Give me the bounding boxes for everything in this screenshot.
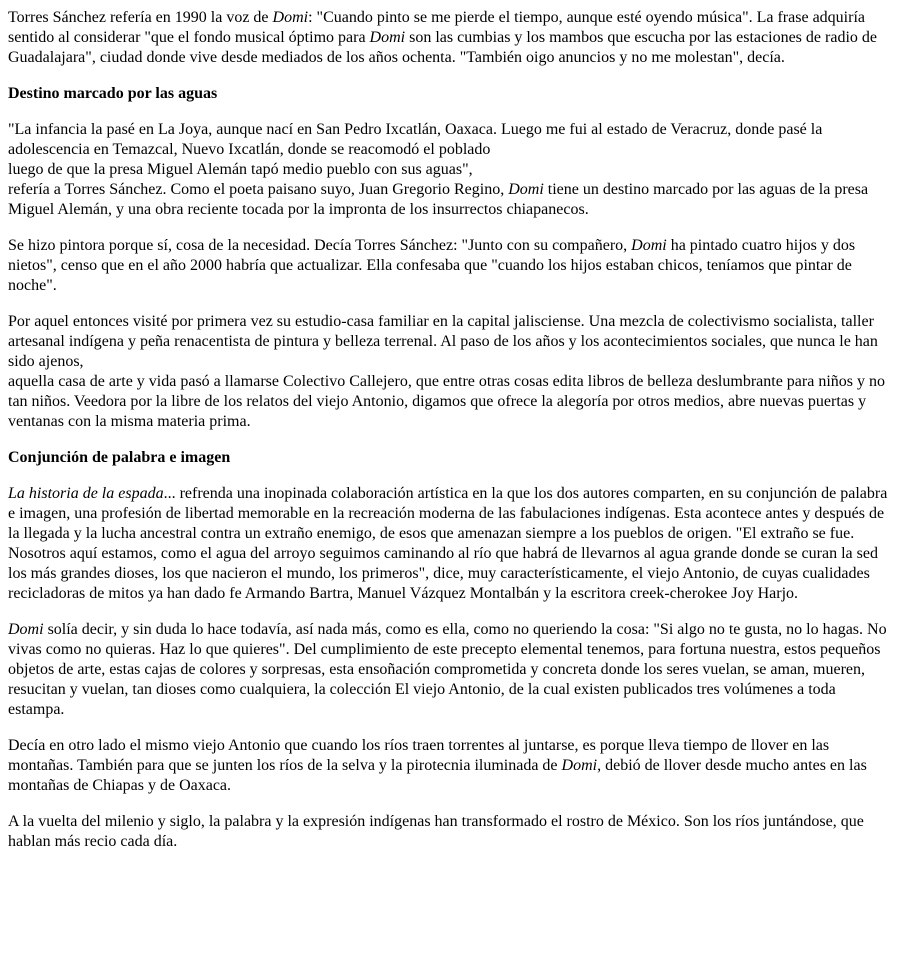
text-run: A la vuelta del milenio y siglo, la palabra y la expresión indígenas han transformado el rostro de México. Son los ríos juntándose, que hablan más recio cada día. (8, 813, 864, 850)
paragraph (8, 120, 892, 220)
text-run: Decía en otro lado el mismo viejo Antonio que cuando los ríos traen torrentes al juntarse, es porque lleva tiempo de llover en las montañas. También para que se junten los ríos de la selva y la pirotecnia iluminada de (8, 737, 830, 774)
section-heading (8, 84, 892, 104)
italic-run: Domi (8, 621, 44, 638)
section-heading (8, 448, 892, 468)
paragraph (8, 312, 892, 432)
text-run: Se hizo pintora porque sí, cosa de la necesidad. Decía Torres Sánchez: "Junto con su compañero, (8, 237, 632, 254)
italic-run: La historia de la espada (8, 485, 164, 502)
italic-run: Domi (272, 9, 309, 26)
paragraph (8, 236, 892, 296)
italic-run: Domi (369, 29, 406, 46)
paragraph (8, 484, 892, 604)
text-run: tiene un destino marcado por las aguas de la presa Miguel Alemán, y una obra reciente tocada por la impronta de los insurrectos chiapanecos. (8, 181, 869, 218)
text-run: Destino marcado por las aguas (8, 85, 218, 102)
text-run: Conjunción de palabra e imagen (8, 449, 231, 466)
text-run: "La infancia la pasé en La Joya, aunque nací en San Pedro Ixcatlán, Oaxaca. Luego me fui al estado de Veracruz, donde pasé la adolescencia en Temazcal, Nuevo Ixcatlán, donde se reacomodó el poblado (8, 121, 823, 158)
text-run: Torres Sánchez refería en 1990 la voz de (8, 9, 273, 26)
paragraph (8, 736, 892, 796)
text-run: , debió de llover desde mucho antes en las montañas de Chiapas y de Oaxaca. (8, 757, 867, 794)
text-run: luego de que la presa Miguel Alemán tapó medio pueblo con sus aguas", (8, 161, 473, 178)
text-run: solía decir, y sin duda lo hace todavía, así nada más, como es ella, como no queriendo la cosa: "Si algo no te gusta, no lo hagas. No vivas como no quieras. Haz lo que quieres". Del cumplimiento de este precepto elemental tenemos, para fortuna nuestra, estos pequeños objetos de arte, estas cajas de colores y sorpresas, esta ensoñación comprometida y concreta donde los seres vuelan, se aman, mueren, resucitan y vuelan, tan dioses como cualquiera, la colección El viejo Antonio, de la cual existen publicados tres volúmenes a toda estampa. (8, 621, 887, 718)
text-run: Por aquel entonces visité por primera vez su estudio-casa familiar en la capital jalisciense. Una mezcla de colectivismo socialista, taller artesanal indígena y peña renacentista de pintura y belleza terrenal. Al paso de los años y los acontecimientos sociales, que nunca le han sido ajenos, (8, 313, 878, 370)
italic-run: Domi (508, 181, 544, 198)
italic-run: Domi (631, 237, 667, 254)
text-run: ... refrenda una inopinada colaboración artística en la que los dos autores comparten, en su conjunción de palabra e imagen, una profesión de libertad memorable en la recreación moderna de las fabulaciones indígenas. Esta acontece antes y después de la llegada y la lucha ancestral contra un extraño enemigo, de esos que amenazan siempre a los pueblos de origen. "El extraño se fue. Nosotros aquí estamos, como el agua del arroyo seguimos caminando al río que habrá de llevarnos al agua grande donde se curan la sed los más grandes dioses, los que nacieron el mundo, los primeros", dice, muy característicamente, el viejo Antonio, de cuyas cualidades recicladoras de mitos ya han dado fe Armando Bartra, Manuel Vázquez Montalbán y la escritora creek-cherokee Joy Harjo. (8, 485, 888, 602)
text-run: refería a Torres Sánchez. Como el poeta paisano suyo, Juan Gregorio Regino, (8, 181, 509, 198)
text-run: son las cumbias y los mambos que escucha por las estaciones de radio de Guadalajara", ciudad donde vive desde mediados de los años ochenta. "También oigo anuncios y no me molestan", decía. (8, 29, 877, 66)
paragraph (8, 812, 892, 852)
text-run: : "Cuando pinto se me pierde el tiempo, aunque esté oyendo música". La frase adquiría sentido al considerar "que el fondo musical óptimo para (8, 9, 865, 46)
paragraph (8, 620, 892, 720)
article-body (8, 8, 892, 852)
page (8, 8, 892, 852)
text-run: aquella casa de arte y vida pasó a llamarse Colectivo Callejero, que entre otras cosas edita libros de belleza deslumbrante para niños y no tan niños. Veedora por la libre de los relatos del viejo Antonio, digamos que ofrece la alegoría por otros medios, abre nuevas puertas y ventanas con la misma materia prima. (8, 373, 885, 430)
text-run: ha pintado cuatro hijos y dos nietos", censo que en el año 2000 habría que actualizar. Ella confesaba que "cuando los hijos estaban chicos, teníamos que pintar de noche". (8, 237, 856, 294)
italic-run: Domi (561, 757, 598, 774)
paragraph (8, 8, 892, 68)
